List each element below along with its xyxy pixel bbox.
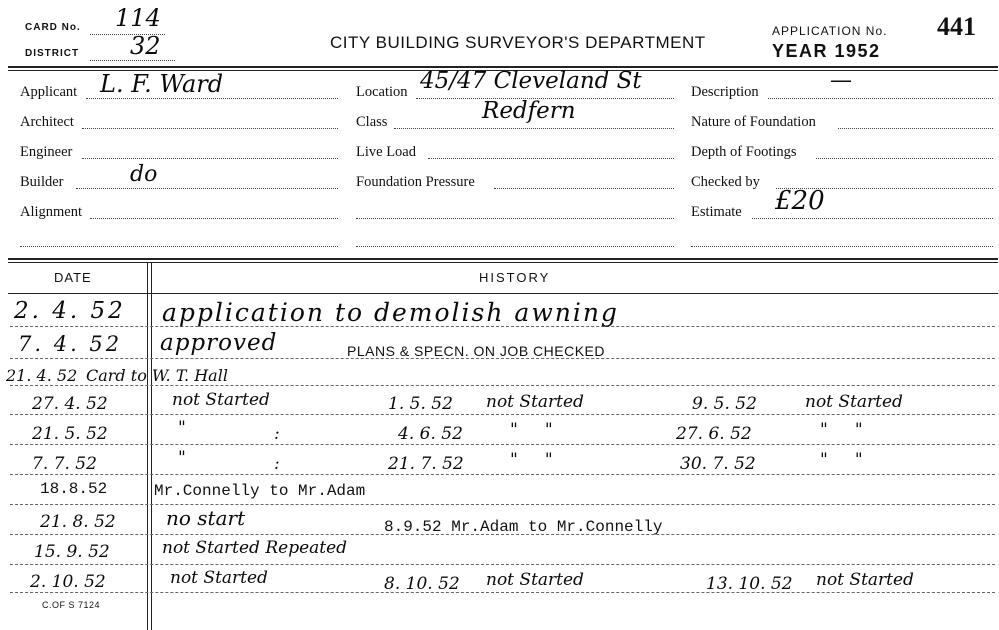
ditto-mark: " <box>178 448 186 468</box>
application-label: APPLICATION No. <box>772 24 888 38</box>
foundation-pressure-line <box>494 188 674 189</box>
row-rule <box>10 592 995 593</box>
row-rule <box>10 474 995 475</box>
alignment-label: Alignment <box>20 204 83 220</box>
depth-label: Depth of Footings <box>691 144 797 160</box>
history-entry: approved <box>160 330 278 356</box>
history-entry: Card to W. T. Hall <box>86 366 228 385</box>
description-label: Description <box>691 84 759 100</box>
ditto-mark-2: " " <box>510 450 553 470</box>
history-date: 21. 5. 52 <box>32 424 108 444</box>
ditto-mark-b: : <box>274 454 280 474</box>
history-date: 21. 4. 52 <box>6 366 78 385</box>
history-top-rule <box>8 258 998 260</box>
estimate-label: Estimate <box>691 204 742 220</box>
ditto-mark-2: " " <box>510 420 553 440</box>
history-entry-3: not Started <box>816 570 914 590</box>
architect-label: Architect <box>20 114 74 130</box>
history-entry: not Started <box>172 390 270 410</box>
checked-label: Checked by <box>691 174 760 190</box>
history-date: 7. 7. 52 <box>32 454 97 474</box>
extra-line-1 <box>20 246 338 247</box>
row-rule <box>10 414 995 415</box>
history-date-3: 13. 10. 52 <box>706 574 793 594</box>
location-value: 45/47 Cleveland St <box>420 68 642 94</box>
estimate-value: £20 <box>775 186 825 216</box>
history-entry-2: not Started <box>486 392 584 412</box>
history-date: 27. 4. 52 <box>32 394 108 414</box>
foundation-pressure-label: Foundation Pressure <box>356 174 475 190</box>
row-rule <box>10 444 995 445</box>
history-header: HISTORY <box>479 270 551 285</box>
live-load-label: Live Load <box>356 144 416 160</box>
date-column-divider-2 <box>151 262 152 630</box>
history-date-2: 1. 5. 52 <box>388 394 453 414</box>
depth-line <box>816 158 993 159</box>
district-line <box>90 60 175 61</box>
date-column-divider <box>147 262 148 630</box>
history-entry: not Started Repeated <box>162 538 348 558</box>
alignment-line <box>90 218 338 219</box>
class-value: Redfern <box>482 98 576 124</box>
history-entry: not Started <box>170 568 268 588</box>
extra-line-3 <box>356 246 674 247</box>
history-date: 7. 4. 52 <box>18 332 123 356</box>
district-value: 32 <box>130 32 161 60</box>
history-date-2: 4. 6. 52 <box>398 424 463 444</box>
ditto-mark-3: " " <box>820 420 863 440</box>
history-date-2: 8. 10. 52 <box>384 574 460 594</box>
extra-line-4 <box>691 246 993 247</box>
district-label: DISTRICT <box>25 48 80 59</box>
history-entry: application to demolish awning <box>162 298 619 327</box>
engineer-line <box>82 158 338 159</box>
history-date: 15. 9. 52 <box>34 542 110 562</box>
estimate-line <box>752 218 993 219</box>
location-label: Location <box>356 84 408 100</box>
builder-value: do <box>130 162 158 187</box>
checked-stamp: PLANS & SPECN. ON JOB CHECKED <box>347 343 606 359</box>
year-label: YEAR 1952 <box>772 41 881 61</box>
history-entry-2: not Started <box>486 570 584 590</box>
class-line <box>394 128 674 129</box>
history-typed-note: 8.9.52 Mr.Adam to Mr.Connelly <box>384 518 663 536</box>
form-code: C.OF S 7124 <box>42 600 101 610</box>
application-number: 441 <box>937 12 976 41</box>
description-value: — <box>830 68 852 93</box>
description-line <box>768 98 993 99</box>
row-rule <box>10 504 995 505</box>
history-date: 21. 8. 52 <box>40 512 116 532</box>
history-date: 2. 10. 52 <box>30 572 106 592</box>
department-title: CITY BUILDING SURVEYOR'S DEPARTMENT <box>330 33 706 52</box>
engineer-label: Engineer <box>20 144 73 160</box>
card-no-value: 114 <box>115 4 161 32</box>
applicant-label: Applicant <box>20 84 78 100</box>
nature-label: Nature of Foundation <box>691 114 816 130</box>
class-label: Class <box>356 114 388 130</box>
builder-line <box>76 188 338 189</box>
history-date: 2. 4. 52 <box>14 298 126 324</box>
nature-line <box>838 128 993 129</box>
applicant-line <box>86 98 338 99</box>
architect-line <box>82 128 338 129</box>
history-header-rule <box>8 293 998 294</box>
ditto-mark: " <box>178 418 186 438</box>
date-header: DATE <box>54 270 92 285</box>
ditto-mark-b: : <box>274 424 280 444</box>
history-top-rule-thin <box>8 262 998 263</box>
history-entry: Mr.Connelly to Mr.Adam <box>154 482 366 500</box>
row-rule <box>10 385 995 386</box>
history-entry: no start <box>166 506 246 530</box>
row-rule <box>10 564 995 565</box>
builder-label: Builder <box>20 174 64 190</box>
extra-line-2 <box>356 218 674 219</box>
history-date: 18.8.52 <box>40 480 108 498</box>
history-date-3: 9. 5. 52 <box>692 394 757 414</box>
history-date-2: 21. 7. 52 <box>388 454 464 474</box>
live-load-line <box>428 158 674 159</box>
history-date-3: 30. 7. 52 <box>680 454 756 474</box>
history-entry-3: not Started <box>805 392 903 412</box>
applicant-value: L. F. Ward <box>100 70 224 98</box>
ditto-mark-3: " " <box>820 450 863 470</box>
history-date-3: 27. 6. 52 <box>676 424 752 444</box>
card-no-label: CARD No. <box>25 22 81 33</box>
